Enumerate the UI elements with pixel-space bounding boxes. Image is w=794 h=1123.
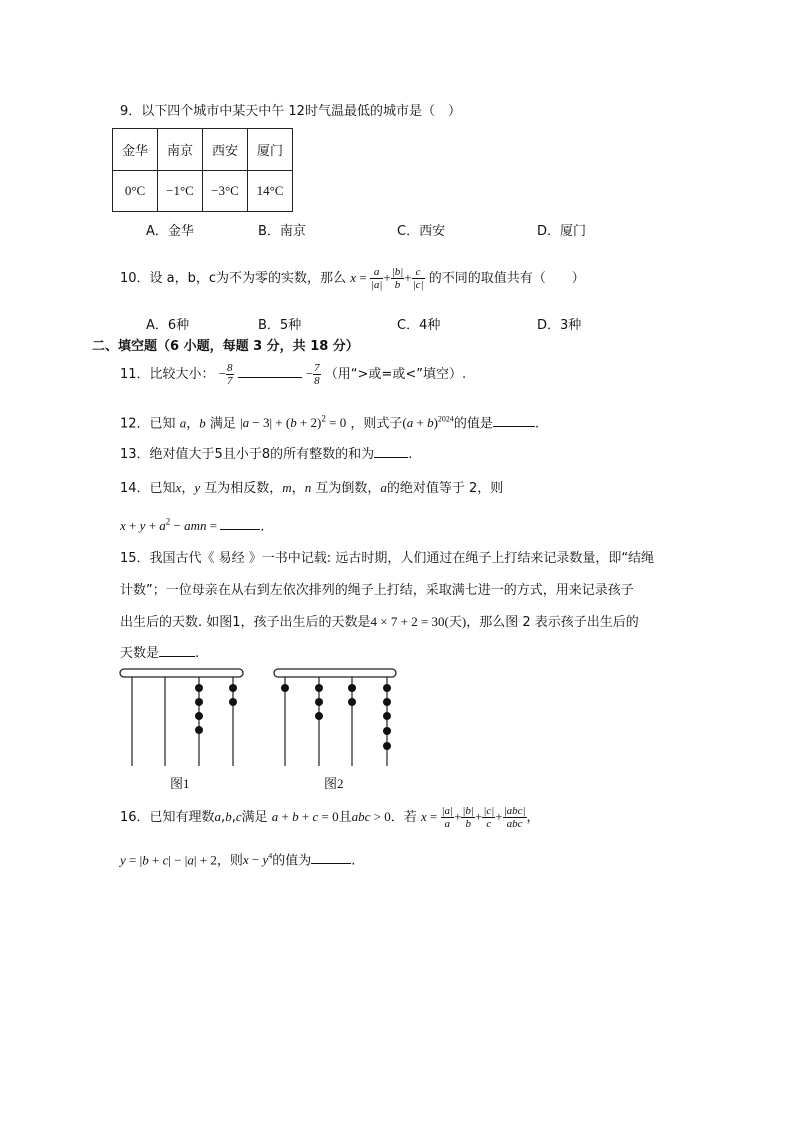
q14-stem: 14．已知x，y 互为相反数，m，n 互为倒数，a的绝对值等于 2，则 [120,480,504,496]
city-cell: 南京 [158,129,203,171]
q11-stem: 11．比较大小： − $\frac{8}{7}$ − $\frac{7}{8}$ （用“>或=或<”填空）. [120,362,467,387]
q9-option-d[interactable]: D．厦门 [537,224,587,239]
knot [383,742,391,750]
rope-bar [120,669,243,677]
q15-line2: 计数”；一位母亲在从右到左依次排列的绳子上打结，采取满七进一的方式，用来记录孩子 [120,583,634,598]
q9-option-c[interactable]: C．西安 [397,224,446,239]
temp-cell: 14°C [248,171,293,212]
knot [383,712,391,720]
q16-answer-blank[interactable] [311,863,351,864]
figure-2-knots [274,669,396,766]
knot [348,684,356,692]
section-title: 二、填空题（6 小题，每题 3 分，共 18 分） [92,339,359,354]
q14-expression: $x + y + a^2$ − amn = . [120,517,265,535]
knot [195,698,203,706]
q9-stem: 9．以下四个城市中某天中午 12时气温最低的城市是（ ） [120,104,461,119]
knot [383,698,391,706]
knot [315,684,323,692]
figure-2-caption: 图2 [324,776,344,791]
temp-cell: −1°C [158,171,203,212]
q10-stem: 10．设 a，b，c为不为零的实数，那么 x = $\frac{a}{|a|}$ + $\frac{|b|}{b}$ + $\frac{c}{|c|}$ 的不同的取值共有（ ） [120,266,585,291]
knot [383,727,391,735]
knot [348,698,356,706]
temp-cell: 0°C [113,171,158,212]
city-cell: 西安 [203,129,248,171]
q12-stem: 12．已知 a，b 满足 $|a - 3| + (b + 2)^2 = 0$ ，则式子$(a + b)^{2024}$的值是 . [120,414,540,432]
q10-option-c[interactable]: C．4种 [397,318,441,333]
q15-line1: 15．我国古代《 易经 》一书中记载: 远古时期，人们通过在绳子上打结来记录数量，即“结绳 [120,551,655,566]
q16-line1: 16．已知有理数a,b,c满足 a + b + c = 0且abc > 0．若 x = $\frac{|a|}{a}$ + $\frac{|b|}{b}$ + $\frac{|c|}{c}$ + $\frac{\text{|abc|}}{\text{abc}}$ ， [120,805,540,830]
q10-option-d[interactable]: D．3种 [537,318,582,333]
knot [229,698,237,706]
knot [195,684,203,692]
figure-1-caption: 图1 [170,776,190,791]
q13-stem: 13．绝对值大于5且小于8的所有整数的和为 . [120,447,413,462]
q15-line4: 天数是 . [120,646,200,661]
knot [195,726,203,734]
rope-bar [274,669,396,677]
knot [315,698,323,706]
q16-line2: y = |b + c| − |a| + 2，则$x - y^4$的值为 . [120,852,356,869]
city-cell: 金华 [113,129,158,171]
knot [229,684,237,692]
formula-frac: $\frac{a}{|a|}$ [370,266,383,291]
knot [195,712,203,720]
q9-option-a[interactable]: A．金华 [146,224,194,239]
knot [315,712,323,720]
q15-line3: 出生后的天数. 如图1，孩子出生后的天数是4 × 7 + 2 = 30(天)，那么图 2 表示孩子出生后的 [120,614,639,630]
q10-option-a[interactable]: A．6种 [146,318,190,333]
knot [281,684,289,692]
q9-option-b[interactable]: B．南京 [258,224,306,239]
figure-1-knots [120,669,243,766]
city-cell: 厦门 [248,129,293,171]
q10-option-b[interactable]: B．5种 [258,318,302,333]
knot [383,684,391,692]
temp-cell: −3°C [203,171,248,212]
